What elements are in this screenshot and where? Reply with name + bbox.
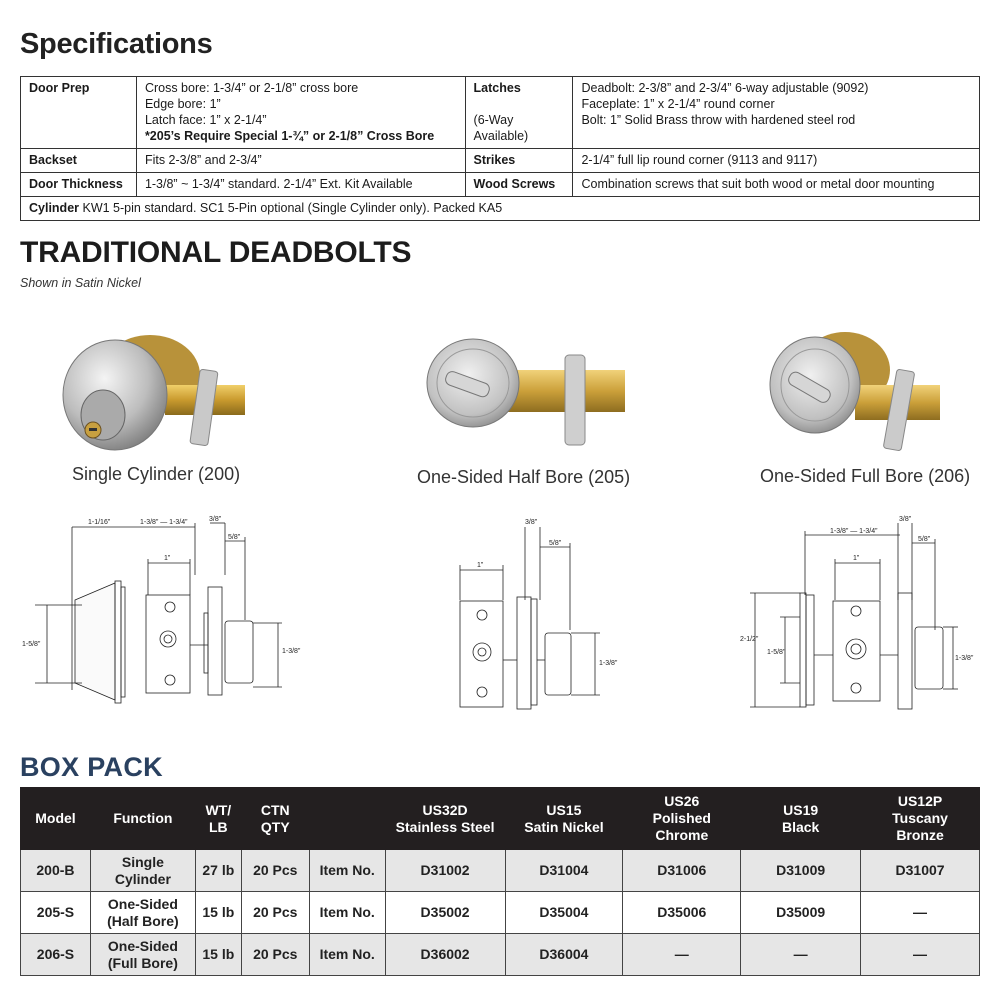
header-line: Chrome (655, 827, 709, 843)
item-label-cell: Item No. (309, 934, 385, 976)
item-cell: D35002 (385, 892, 505, 934)
dim-label: 1-3/8” — 1-3/4” (140, 519, 188, 526)
dim-label: 1-5/8” (22, 641, 41, 648)
single-cylinder-dimension-drawing (20, 515, 320, 720)
latches-line: Faceplate: 1” x 2-1/4” round corner (581, 97, 775, 111)
backset-value: Fits 2-3/8” and 2-3/4” (136, 149, 465, 173)
function-cell (90, 892, 195, 934)
cylinder-row (21, 197, 980, 221)
header-line: Polished (652, 810, 711, 826)
specifications-table (20, 76, 980, 221)
model-cell: 206-S (21, 934, 91, 976)
header-line: US26 (664, 793, 700, 809)
item-cell: D36002 (385, 934, 505, 976)
function-line: (Half Bore) (107, 912, 179, 929)
function-line: One-Sided (107, 895, 178, 912)
header-line: US19 (783, 801, 819, 818)
function-cell (90, 934, 195, 976)
strikes-value: 2-1/4” full lip round corner (9113 and 9117) (573, 149, 980, 173)
item-cell: — (623, 934, 741, 976)
dim-label: 5/8” (549, 540, 562, 547)
item-cell: D31009 (741, 850, 861, 892)
item-cell: D31002 (385, 850, 505, 892)
header-line: Satin Nickel (524, 818, 604, 835)
header-line: WT/ (205, 801, 232, 818)
dim-label: 5/8” (918, 536, 931, 543)
latches-label-cell (465, 77, 573, 149)
header-line: QTY (260, 818, 290, 835)
wood-screws-label: Wood Screws (465, 173, 573, 197)
function-line: Cylinder (114, 870, 171, 887)
item-cell: D31004 (505, 850, 623, 892)
half-bore-dimension-drawing (445, 515, 645, 720)
product-caption: One-Sided Full Bore (206) (760, 466, 971, 486)
box-pack-table (20, 787, 980, 976)
model-cell: 205-S (21, 892, 91, 934)
item-cell: — (861, 892, 980, 934)
header-finish (623, 788, 741, 850)
qty-cell: 20 Pcs (241, 934, 309, 976)
header-finish (505, 788, 623, 850)
backset-label: Backset (21, 149, 137, 173)
header-finish (385, 788, 505, 850)
item-label-cell: Item No. (309, 892, 385, 934)
half-bore-photo (425, 335, 635, 450)
weight-cell: 15 lb (195, 934, 241, 976)
weight-cell: 15 lb (195, 892, 241, 934)
header-line: Tuscany (892, 810, 948, 826)
door-prep-label: Door Prep (21, 77, 137, 149)
wood-screws-value: Combination screws that suit both wood or metal door mounting (573, 173, 980, 197)
door-thickness-value: 1-3/8” ~ 1-3/4” standard. 2-1/4” Ext. Kit Available (136, 173, 465, 197)
item-cell: D36004 (505, 934, 623, 976)
dim-label: 3/8” (209, 516, 222, 523)
full-bore-dimension-drawing (740, 515, 985, 720)
weight-cell: 27 lb (195, 850, 241, 892)
dim-label: 3/8” (525, 519, 538, 526)
dim-label: 1-3/8” — 1-3/4” (830, 528, 878, 535)
dim-label: 1-3/8” (282, 648, 301, 655)
dim-label: 1” (477, 562, 484, 569)
header-line: CTN (260, 801, 290, 818)
header-line: US32D (422, 801, 468, 818)
door-thickness-label: Door Thickness (21, 173, 137, 197)
full-bore-photo (765, 330, 945, 455)
item-cell: — (861, 934, 980, 976)
box-pack-title: BOX PACK (20, 752, 163, 782)
door-prep-line: Edge bore: 1” (144, 97, 221, 111)
cylinder-value: KW1 5-pin standard. SC1 5-Pin optional (Single Cylinder only). Packed KA5 (79, 201, 503, 215)
product-caption: Single Cylinder (200) (72, 464, 241, 484)
header-finish (741, 788, 861, 850)
latches-line: Bolt: 1” Solid Brass throw with hardened steel rod (581, 113, 856, 127)
latches-line: Deadbolt: 2-3/8” and 2-3/4” 6-way adjustable (9092) (581, 81, 869, 95)
header-line: Stainless Steel (395, 818, 495, 835)
header-function: Function (90, 788, 195, 850)
single-cylinder-photo (55, 325, 255, 455)
box-pack-header-row (21, 788, 980, 850)
door-prep-line: Latch face: 1” x 2-1/4” (144, 113, 267, 127)
header-weight (195, 788, 241, 850)
item-cell: — (741, 934, 861, 976)
dim-label: 1-5/8” (767, 649, 786, 656)
header-finish (861, 788, 980, 850)
dim-label: 1-1/16” (88, 519, 111, 526)
specifications-title: Specifications (20, 28, 213, 60)
dim-label: 3/8” (899, 516, 912, 523)
header-line: Bronze (896, 827, 944, 843)
header-line: US12P (897, 793, 943, 809)
function-cell (90, 850, 195, 892)
header-line: LB (208, 818, 228, 835)
latches-sub: (6-Way (473, 113, 514, 127)
dim-label: 1-3/8” (599, 660, 618, 667)
model-cell: 200-B (21, 850, 91, 892)
qty-cell: 20 Pcs (241, 850, 309, 892)
item-cell: D35009 (741, 892, 861, 934)
door-prep-line: Cross bore: 1-3/4” or 2-1/8” cross bore (144, 81, 359, 95)
door-prep-value (136, 77, 465, 149)
item-cell: D31007 (861, 850, 980, 892)
latches-label: Latches (473, 81, 521, 95)
dim-label: 1-3/8” (955, 655, 974, 662)
latches-sub: Available) (473, 129, 529, 143)
cylinder-label: Cylinder (29, 201, 80, 215)
dim-label: 1” (164, 555, 171, 562)
door-prep-note: *205’s Require Special 1-¾” or 2-1/8” Cross Bore (144, 129, 435, 143)
item-label-cell: Item No. (309, 850, 385, 892)
dim-label: 5/8” (228, 534, 241, 541)
dim-label: 1” (853, 555, 860, 562)
header-line: Black (781, 818, 820, 835)
header-carton-qty (241, 788, 309, 850)
item-cell: D35006 (623, 892, 741, 934)
latches-value (573, 77, 980, 149)
header-model: Model (21, 788, 91, 850)
function-line: (Full Bore) (107, 954, 178, 971)
item-cell: D35004 (505, 892, 623, 934)
header-line: US15 (546, 801, 582, 818)
dim-label: 2-1/2” (740, 636, 759, 643)
table-row (21, 892, 980, 934)
item-cell: D31006 (623, 850, 741, 892)
table-row (21, 934, 980, 976)
product-caption: One-Sided Half Bore (205) (417, 467, 631, 487)
strikes-label: Strikes (465, 149, 573, 173)
function-line: Single (121, 853, 164, 870)
table-row (21, 850, 980, 892)
qty-cell: 20 Pcs (241, 892, 309, 934)
shown-in-note: Shown in Satin Nickel (20, 276, 141, 290)
header-blank (309, 788, 385, 850)
function-line: One-Sided (107, 937, 178, 954)
traditional-deadbolts-title: TRADITIONAL DEADBOLTS (20, 236, 412, 269)
